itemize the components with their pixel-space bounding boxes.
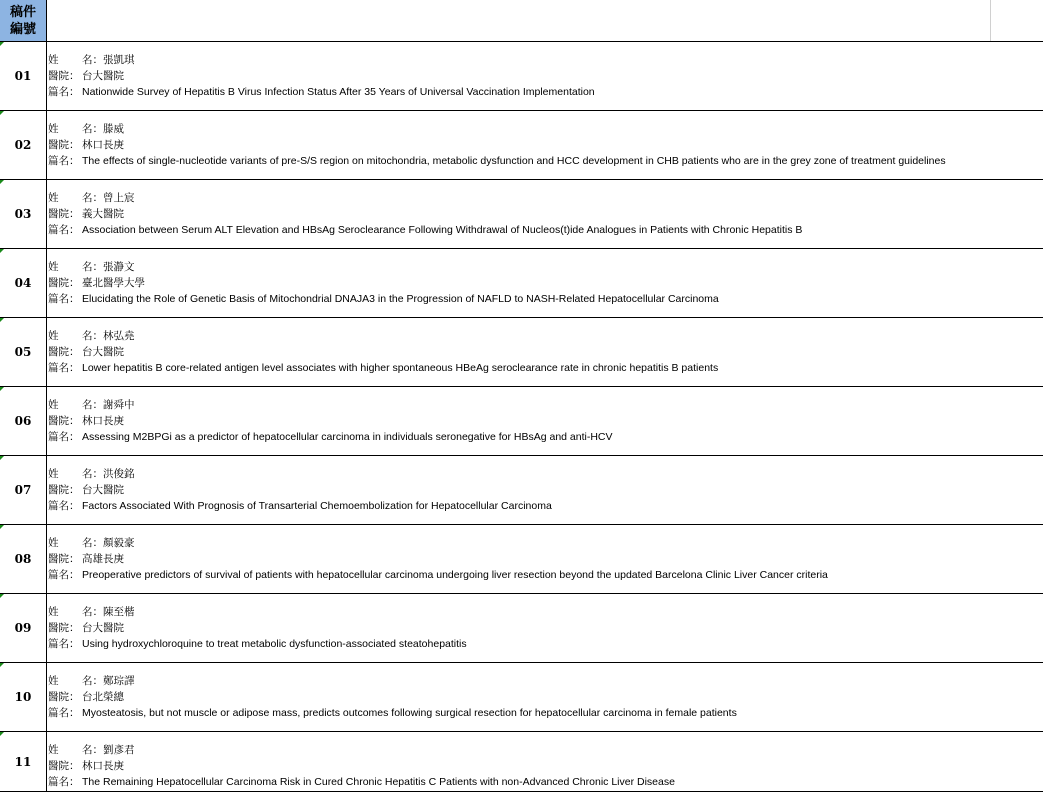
submission-id: 10 [14,690,32,704]
submission-id: 01 [14,69,32,83]
author-line [48,190,1043,206]
paper-title: Association between Serum ALT Elevation and HBsAg Seroclearance Following Withdrawal of Nucleos(t)ide Analogues in Patients with Chronic Hepatitis B [82,224,803,236]
submission-info-cell[interactable] [48,604,1043,652]
table-row[interactable] [0,42,1043,111]
author-line [48,52,1043,68]
name-label: 姓 [48,537,59,549]
hospital-line [48,344,1043,360]
author-line [48,673,1043,689]
title-line [48,222,1043,238]
submission-id-cell[interactable] [0,663,47,731]
name-label: 姓 [48,399,59,411]
submission-info-cell[interactable] [48,673,1043,721]
author-line [48,742,1043,758]
name-label-suffix: 名： [82,468,103,480]
comment-marker [0,180,4,184]
author-name: 洪俊銘 [103,468,135,480]
title-label: 篇名： [48,86,80,98]
title-label: 篇名： [48,431,80,443]
name-label: 姓 [48,675,59,687]
paper-title: Nationwide Survey of Hepatitis B Virus Infection Status After 35 Years of Universal Vaccination Implementation [82,86,595,98]
name-label-suffix: 名： [82,123,103,135]
hospital-name: 台大醫院 [82,70,124,82]
title-label: 篇名： [48,500,80,512]
author-line [48,466,1043,482]
submission-id-cell[interactable] [0,180,47,248]
submission-id-cell[interactable] [0,594,47,662]
submission-id-cell[interactable] [0,318,47,386]
id-column-header[interactable]: 稿件編號 [0,0,47,41]
hospital-name: 台大醫院 [82,484,124,496]
title-line [48,153,1043,169]
submission-id-cell[interactable] [0,456,47,524]
submission-id: 06 [14,414,32,428]
author-line [48,259,1043,275]
comment-marker [0,318,4,322]
comment-marker [0,111,4,115]
hospital-line [48,689,1043,705]
title-label: 篇名： [48,362,80,374]
submission-id: 11 [14,754,32,769]
author-name: 陳至楷 [103,606,135,618]
hospital-line [48,137,1043,153]
header-row [0,0,1043,42]
title-label: 篇名： [48,776,80,788]
hospital-label: 醫院： [48,553,80,565]
hospital-line [48,206,1043,222]
name-label: 姓 [48,54,59,66]
paper-title: Factors Associated With Prognosis of Transarterial Chemoembolization for Hepatocellular Carcinoma [82,500,552,512]
hospital-label: 醫院： [48,415,80,427]
title-label: 篇名： [48,707,80,719]
submission-id: 05 [14,345,32,359]
name-label-suffix: 名： [82,675,103,687]
submission-id-cell[interactable] [0,525,47,593]
author-line [48,604,1043,620]
author-name: 張瀞文 [103,261,135,273]
paper-title: The effects of single-nucleotide variants of pre-S/S region on mitochondria, metabolic dysfunction and HCC development in CHB patients who are in the grey zone of treatment guidelines [82,155,946,167]
submission-info-cell[interactable] [48,466,1043,514]
submission-id-cell[interactable] [0,732,47,791]
author-name: 謝舜中 [103,399,135,411]
comment-marker [0,594,4,598]
name-label: 姓 [48,330,59,342]
hospital-line [48,551,1043,567]
hospital-label: 醫院： [48,760,80,772]
hospital-line [48,68,1043,84]
comment-marker [0,732,4,736]
submission-id: 07 [14,483,32,497]
hospital-name: 義大醫院 [82,208,124,220]
gridline [990,0,991,41]
table-row[interactable] [0,387,1043,456]
author-name: 鄭琮譯 [103,675,135,687]
name-label: 姓 [48,261,59,273]
hospital-name: 台大醫院 [82,346,124,358]
submission-info-cell[interactable] [48,328,1043,376]
author-name: 顏毅豪 [103,537,135,549]
name-label: 姓 [48,606,59,618]
paper-title: Elucidating the Role of Genetic Basis of Mitochondrial DNAJA3 in the Progression of NAFLD to NASH-Related Hepatocellular Carcinoma [82,293,719,305]
title-label: 篇名： [48,155,80,167]
title-line [48,84,1043,100]
table-row[interactable] [0,111,1043,180]
name-label-suffix: 名： [82,744,103,756]
submission-info-cell[interactable] [48,742,1043,790]
hospital-name: 林口長庚 [82,139,124,151]
author-name: 林弘堯 [103,330,135,342]
hospital-label: 醫院： [48,208,80,220]
submission-id-cell[interactable] [0,111,47,179]
title-label: 篇名： [48,224,80,236]
name-label-suffix: 名： [82,606,103,618]
submission-id-cell[interactable] [0,42,47,110]
paper-title: Lower hepatitis B core-related antigen level associates with higher spontaneous HBeAg seroclearance rate in chronic hepatitis B patients [82,362,719,374]
title-line [48,291,1043,307]
name-label: 姓 [48,192,59,204]
hospital-line [48,620,1043,636]
author-name: 滕威 [103,123,124,135]
submission-id-cell[interactable] [0,249,47,317]
paper-title: The Remaining Hepatocellular Carcinoma Risk in Cured Chronic Hepatitis C Patients with non-Advanced Chronic Liver Disease [82,776,675,788]
title-label: 篇名： [48,293,80,305]
hospital-line [48,482,1043,498]
table-row[interactable] [0,456,1043,525]
title-line [48,636,1043,652]
name-label-suffix: 名： [82,399,103,411]
author-name: 曾上宸 [103,192,135,204]
comment-marker [0,249,4,253]
submission-info-cell[interactable] [48,259,1043,307]
title-line [48,567,1043,583]
name-label-suffix: 名： [82,537,103,549]
paper-title: Using hydroxychloroquine to treat metabolic dysfunction-associated steatohepatitis [82,638,467,650]
title-line [48,705,1043,721]
author-name: 張凱琪 [103,54,135,66]
hospital-line [48,413,1043,429]
table-row[interactable] [0,180,1043,249]
hospital-label: 醫院： [48,70,80,82]
title-line [48,429,1043,445]
submission-id: 03 [14,207,32,221]
name-label-suffix: 名： [82,261,103,273]
comment-marker [0,525,4,529]
paper-title: Preoperative predictors of survival of patients with hepatocellular carcinoma undergoing liver resection beyond the updated Barcelona Clinic Liver Cancer criteria [82,569,828,581]
hospital-label: 醫院： [48,277,80,289]
title-line [48,360,1043,376]
hospital-label: 醫院： [48,346,80,358]
title-line [48,774,1043,790]
comment-marker [0,42,4,46]
title-line [48,498,1043,514]
title-label: 篇名： [48,569,80,581]
name-label: 姓 [48,744,59,756]
hospital-name: 台北榮總 [82,691,124,703]
submission-id: 02 [14,138,32,152]
submission-list [0,42,1043,792]
name-label: 姓 [48,468,59,480]
hospital-line [48,275,1043,291]
title-label: 篇名： [48,638,80,650]
hospital-label: 醫院： [48,622,80,634]
table-row[interactable] [0,732,1043,792]
hospital-name: 林口長庚 [82,415,124,427]
author-line [48,397,1043,413]
comment-marker [0,387,4,391]
paper-title: Myosteatosis, but not muscle or adipose mass, predicts outcomes following surgical resection for hepatocellular carcinoma in female patients [82,707,737,719]
hospital-name: 台大醫院 [82,622,124,634]
submission-info-cell[interactable] [48,121,1043,169]
submission-info-cell[interactable] [48,52,1043,100]
submission-info-cell[interactable] [48,397,1043,445]
submission-id: 09 [14,621,32,635]
hospital-name: 林口長庚 [82,760,124,772]
hospital-name: 高雄長庚 [82,553,124,565]
comment-marker [0,663,4,667]
name-label-suffix: 名： [82,192,103,204]
author-line [48,535,1043,551]
submission-id: 08 [14,552,32,566]
table-row[interactable] [0,663,1043,732]
author-line [48,121,1043,137]
hospital-label: 醫院： [48,139,80,151]
name-label-suffix: 名： [82,330,103,342]
table-row[interactable] [0,249,1043,318]
hospital-line [48,758,1043,774]
author-name: 劉彥君 [103,744,135,756]
hospital-name: 臺北醫學大學 [82,277,145,289]
table-row[interactable] [0,525,1043,594]
hospital-label: 醫院： [48,691,80,703]
submission-info-cell[interactable] [48,535,1043,583]
submission-info-cell[interactable] [48,190,1043,238]
paper-title: Assessing M2BPGi as a predictor of hepatocellular carcinoma in individuals seronegative for HBsAg and anti-HCV [82,431,613,443]
submission-id-cell[interactable] [0,387,47,455]
submission-id: 04 [14,276,32,290]
comment-marker [0,456,4,460]
table-row[interactable] [0,594,1043,663]
author-line [48,328,1043,344]
name-label-suffix: 名： [82,54,103,66]
name-label: 姓 [48,123,59,135]
hospital-label: 醫院： [48,484,80,496]
table-row[interactable] [0,318,1043,387]
